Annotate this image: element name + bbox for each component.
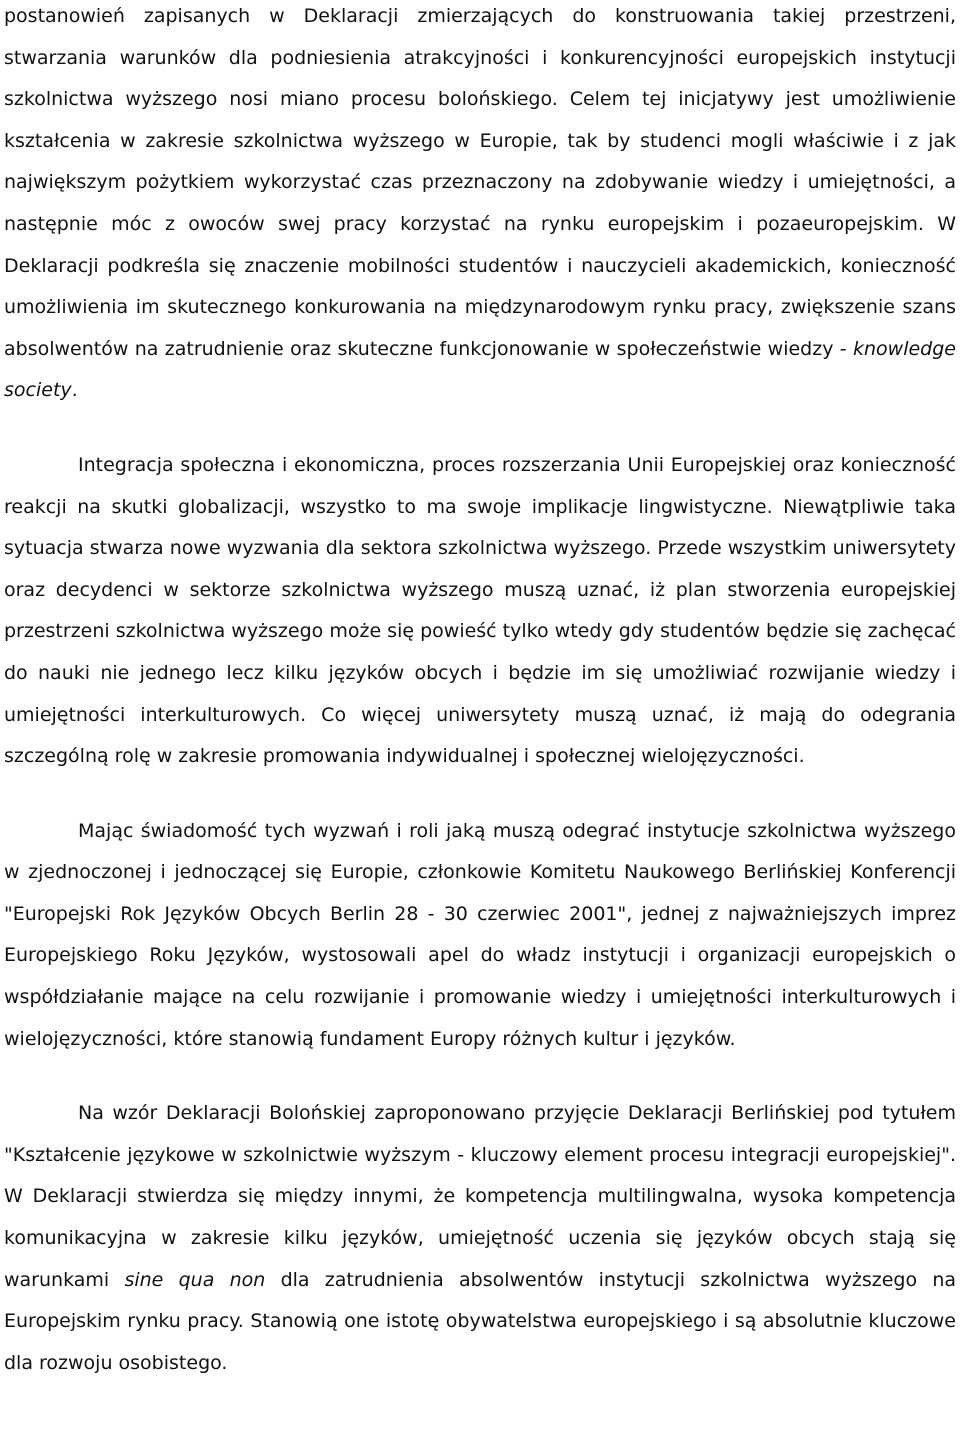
paragraph-4 bbox=[4, 1093, 956, 1384]
paragraph-1-italic-term: knowledge society bbox=[4, 337, 956, 402]
paragraph-4-italic-term: sine qua non bbox=[124, 1268, 266, 1291]
paragraph-2-text: Integracja społeczna i ekonomiczna, proces rozszerzania Unii Europejskiej oraz konieczność reakcji na skutki globalizacji, wszystko to ma swoje implikacje lingwistyczne. Niewątpliwie taka sytuacja stwarza nowe wyzwania dla sektora szkolnictwa wyższego. Przede wszystkim uniwersytety oraz decydenci w sektorze szkolnictwa wyższego muszą uznać, iż plan stworzenia europejskiej przestrzeni szkolnictwa wyższego może się powieść tylko wtedy gdy studentów będzie się zachęcać do nauki nie jednego lecz kilku języków obcych i będzie im się umożliwiać rozwijanie wiedzy i umiejętności interkulturowych. Co więcej uniwersytety muszą uznać, iż mają do odegrania szczególną rolę w zakresie promowania indywidualnej i społecznej wielojęzyczności. bbox=[4, 453, 956, 768]
paragraph-3-text: Mając świadomość tych wyzwań i roli jaką muszą odegrać instytucje szkolnictwa wyższego w zjednoczonej i jednoczącej się Europie, członkowie Komitetu Naukowego Berlińskiej Konferencji "Europejski Rok Języków Obcych Berlin 28 - 30 czerwiec 2001", jednej z najważniejszych imprez Europejskiego Roku Języków, wystosowali apel do władz instytucji i organizacji europejskich o współdziałanie mające na celu rozwijanie i promowanie wiedzy i umiejętności interkulturowych i wielojęzyczności, które stanowią fundament Europy różnych kultur i języków. bbox=[4, 819, 956, 1050]
paragraph-2 bbox=[4, 445, 956, 778]
paragraph-1-text-2: . bbox=[71, 379, 78, 402]
paragraph-3 bbox=[4, 811, 956, 1061]
paragraph-4-text-1: Na wzór Deklaracji Bolońskiej zaproponowano przyjęcie Deklaracji Berlińskiej pod tytułem "Kształcenie językowe w szkolnictwie wyższym - kluczowy element procesu integracji europejskiej". W Deklaracji stwierdza się między innymi, że kompetencja multilingwalna, wysoka kompetencja komunikacyjna w zakresie kilku języków, umiejętność uczenia się języków obcych stają się warunkami bbox=[4, 1102, 956, 1291]
paragraph-1 bbox=[4, 0, 956, 412]
paragraph-4-text-2: dla zatrudnienia absolwentów instytucji szkolnictwa wyższego na Europejskim rynku pracy. Stanowią one istotę obywatelstwa europejskiego i są absolutnie kluczowe dla rozwoju osobistego. bbox=[4, 1268, 957, 1374]
paragraph-1-text-1: postanowień zapisanych w Deklaracji zmierzających do konstruowania takiej przestrzeni, stwarzania warunków dla podniesienia atrakcyjności i konkurencyjności europejskich instytucji szkolnictwa wyższego nosi miano procesu bolońskiego. Celem tej inicjatywy jest umożliwienie kształcenia w zakresie szkolnictwa wyższego w Europie, tak by studenci mogli właściwie i z jak największym pożytkiem wykorzystać czas przeznaczony na zdobywanie wiedzy i umiejętności, a następnie móc z owoców swej pracy korzystać na rynku europejskim i pozaeuropejskim. W Deklaracji podkreśla się znaczenie mobilności studentów i nauczycieli akademickich, konieczność umożliwienia im skutecznego konkurowania na międzynarodowym rynku pracy, zwiększenie szans absolwentów na zatrudnienie oraz skuteczne funkcjonowanie w społeczeństwie wiedzy - bbox=[4, 5, 956, 360]
